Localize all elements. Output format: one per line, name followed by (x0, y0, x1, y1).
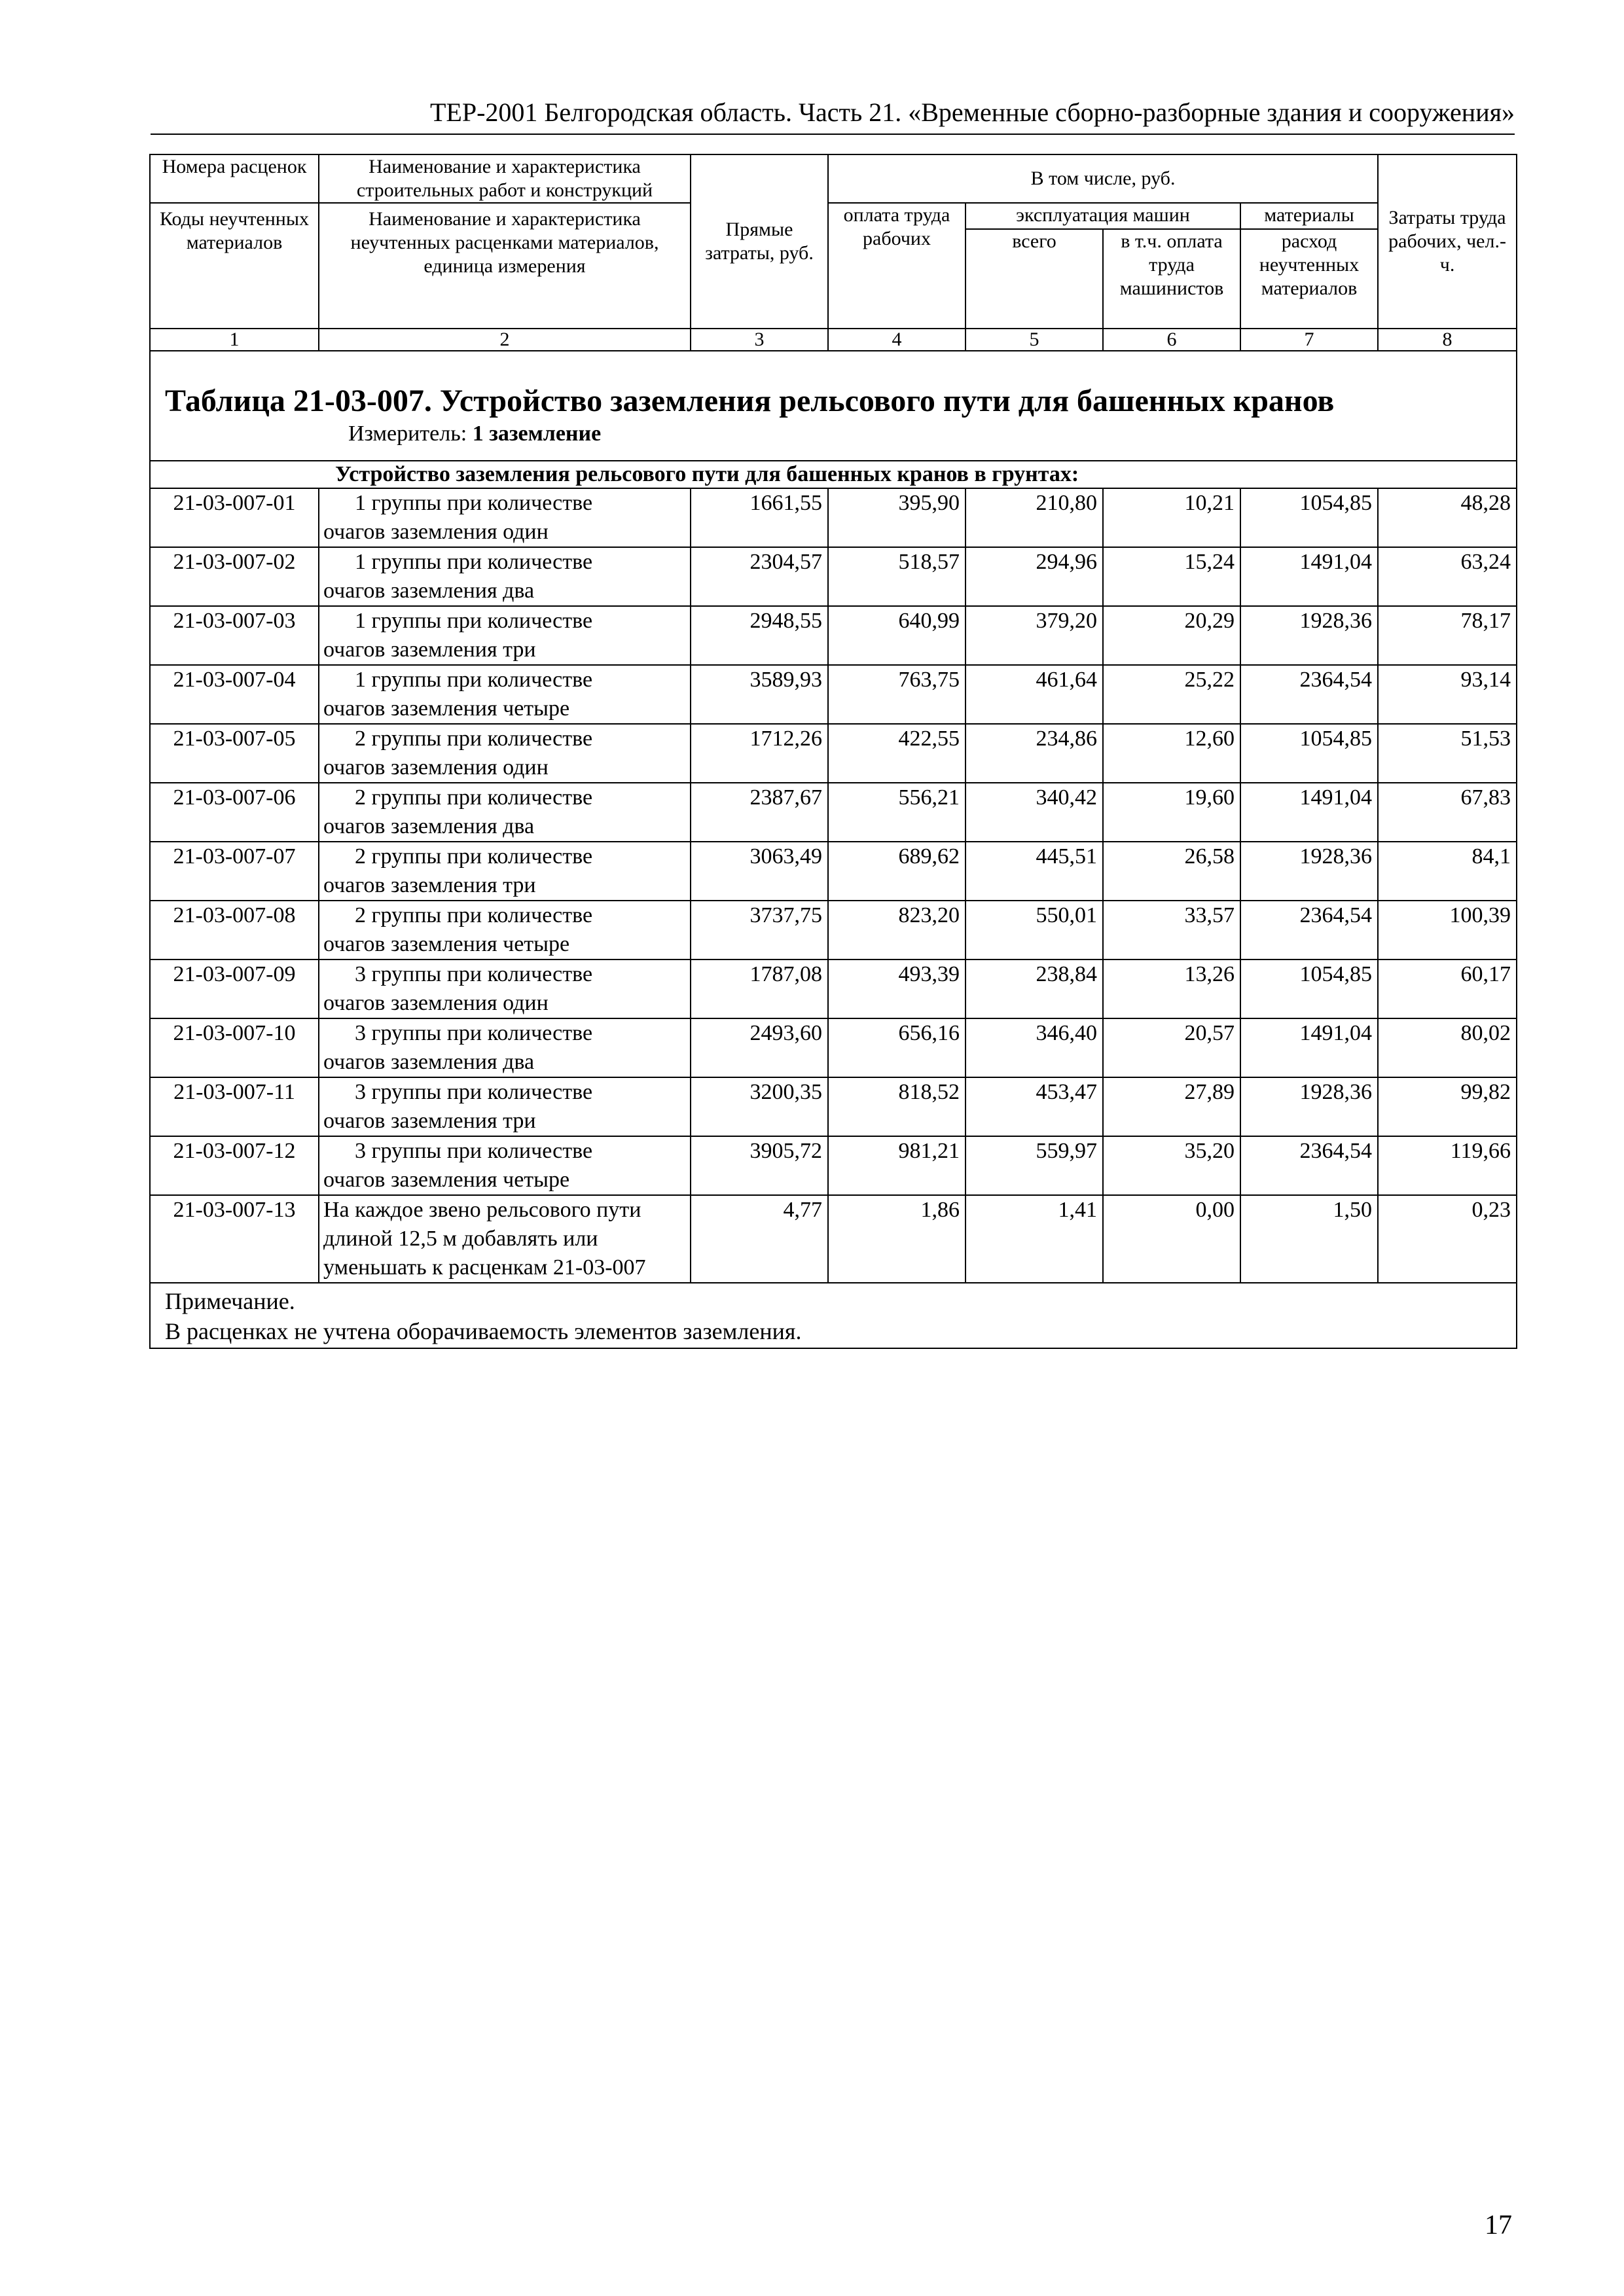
labor-hours: 99,82 (1378, 1077, 1517, 1136)
page-number: 17 (1485, 2210, 1512, 2240)
direct-costs: 3737,75 (691, 901, 828, 960)
table-row (150, 606, 1517, 665)
table-note (150, 1283, 1517, 1348)
worker-pay: 656,16 (828, 1018, 965, 1077)
table-row (150, 1077, 1517, 1136)
rate-name: 1 группы при количестве очагов заземления три (319, 606, 691, 665)
worker-pay: 689,62 (828, 842, 965, 901)
materials: 1491,04 (1240, 783, 1378, 842)
materials: 1054,85 (1240, 724, 1378, 783)
machines-total: 445,51 (965, 842, 1103, 901)
labor-hours: 51,53 (1378, 724, 1517, 783)
machines-total: 346,40 (965, 1018, 1103, 1077)
table-row (150, 842, 1517, 901)
direct-costs: 4,77 (691, 1195, 828, 1283)
machinist-pay: 10,21 (1103, 488, 1240, 547)
machinist-pay: 0,00 (1103, 1195, 1240, 1283)
worker-pay: 640,99 (828, 606, 965, 665)
rate-name: 2 группы при количестве очагов заземления три (319, 842, 691, 901)
rate-code: 21-03-007-05 (150, 724, 319, 783)
machinist-pay: 27,89 (1103, 1077, 1240, 1136)
direct-costs: 3905,72 (691, 1136, 828, 1195)
section-title: Устройство заземления рельсового пути для башенных кранов в грунтах: (150, 461, 1517, 488)
table-row (150, 724, 1517, 783)
header-material-name: Наименование и характеристика неучтенных расценками материалов, единица измерения (319, 203, 691, 329)
labor-hours: 100,39 (1378, 901, 1517, 960)
materials: 1054,85 (1240, 960, 1378, 1018)
materials: 2364,54 (1240, 665, 1378, 724)
worker-pay: 981,21 (828, 1136, 965, 1195)
header-worker-pay: оплата труда рабочих (828, 203, 965, 329)
machinist-pay: 33,57 (1103, 901, 1240, 960)
page-header-title: ТЕР-2001 Белгородская область. Часть 21. «Временные сборно-разборные здания и сооружения» (151, 97, 1515, 135)
column-number: 7 (1240, 329, 1378, 351)
direct-costs: 2304,57 (691, 547, 828, 606)
materials: 1491,04 (1240, 1018, 1378, 1077)
rate-code: 21-03-007-08 (150, 901, 319, 960)
machinist-pay: 26,58 (1103, 842, 1240, 901)
direct-costs: 2493,60 (691, 1018, 828, 1077)
column-number: 1 (150, 329, 319, 351)
direct-costs: 3589,93 (691, 665, 828, 724)
machines-total: 1,41 (965, 1195, 1103, 1283)
header-work-name: Наименование и характеристика строительных работ и конструкций (319, 154, 691, 203)
header-unaccounted-materials: расход неучтенных материалов (1240, 229, 1378, 329)
rate-name: 1 группы при количестве очагов заземления два (319, 547, 691, 606)
worker-pay: 493,39 (828, 960, 965, 1018)
direct-costs: 1661,55 (691, 488, 828, 547)
rate-name: 3 группы при количестве очагов заземления четыре (319, 1136, 691, 1195)
machines-total: 340,42 (965, 783, 1103, 842)
rates-table (149, 154, 1517, 1349)
table-row (150, 1195, 1517, 1283)
labor-hours: 48,28 (1378, 488, 1517, 547)
header-machines-total: всего (965, 229, 1103, 329)
materials: 1928,36 (1240, 606, 1378, 665)
labor-hours: 93,14 (1378, 665, 1517, 724)
rate-code: 21-03-007-12 (150, 1136, 319, 1195)
machines-total: 234,86 (965, 724, 1103, 783)
rate-name: 2 группы при количестве очагов заземления два (319, 783, 691, 842)
header-machinist-pay: в т.ч. оплата труда машинистов (1103, 229, 1240, 329)
rate-name: 2 группы при количестве очагов заземления четыре (319, 901, 691, 960)
labor-hours: 0,23 (1378, 1195, 1517, 1283)
column-number: 2 (319, 329, 691, 351)
table-row (150, 783, 1517, 842)
materials: 1054,85 (1240, 488, 1378, 547)
labor-hours: 67,83 (1378, 783, 1517, 842)
materials: 1491,04 (1240, 547, 1378, 606)
direct-costs: 3063,49 (691, 842, 828, 901)
machinist-pay: 20,57 (1103, 1018, 1240, 1077)
table-row (150, 1018, 1517, 1077)
meter-label: Измеритель: (348, 422, 467, 446)
table-row (150, 547, 1517, 606)
labor-hours: 80,02 (1378, 1018, 1517, 1077)
rate-code: 21-03-007-01 (150, 488, 319, 547)
direct-costs: 2387,67 (691, 783, 828, 842)
column-number: 6 (1103, 329, 1240, 351)
machines-total: 238,84 (965, 960, 1103, 1018)
worker-pay: 823,20 (828, 901, 965, 960)
direct-costs: 1787,08 (691, 960, 828, 1018)
worker-pay: 1,86 (828, 1195, 965, 1283)
header-including-group: В том числе, руб. (828, 154, 1378, 203)
worker-pay: 763,75 (828, 665, 965, 724)
machines-total: 294,96 (965, 547, 1103, 606)
rate-name: 1 группы при количестве очагов заземления один (319, 488, 691, 547)
header-labor-costs: Затраты труда рабочих, чел.-ч. (1378, 154, 1517, 329)
machinist-pay: 15,24 (1103, 547, 1240, 606)
materials: 1,50 (1240, 1195, 1378, 1283)
header-direct-costs: Прямые затраты, руб. (691, 154, 828, 329)
rate-name: 3 группы при количестве очагов заземления два (319, 1018, 691, 1077)
column-number: 8 (1378, 329, 1517, 351)
machines-total: 379,20 (965, 606, 1103, 665)
table-row (150, 901, 1517, 960)
column-number: 4 (828, 329, 965, 351)
table-row (150, 488, 1517, 547)
table-meter (165, 420, 1502, 448)
labor-hours: 60,17 (1378, 960, 1517, 1018)
direct-costs: 2948,55 (691, 606, 828, 665)
header-rate-numbers: Номера расценок (150, 154, 319, 203)
rate-code: 21-03-007-09 (150, 960, 319, 1018)
header-material-codes: Коды неучтенных материалов (150, 203, 319, 329)
materials: 1928,36 (1240, 842, 1378, 901)
rate-code: 21-03-007-03 (150, 606, 319, 665)
rate-name: На каждое звено рельсового пути длиной 12,5 м добавлять или уменьшать к расценкам 21-03-007 (319, 1195, 691, 1283)
column-number: 5 (965, 329, 1103, 351)
worker-pay: 422,55 (828, 724, 965, 783)
rate-name: 3 группы при количестве очагов заземления один (319, 960, 691, 1018)
note-title: Примечание. (165, 1288, 295, 1314)
machines-total: 210,80 (965, 488, 1103, 547)
labor-hours: 78,17 (1378, 606, 1517, 665)
worker-pay: 818,52 (828, 1077, 965, 1136)
rate-code: 21-03-007-11 (150, 1077, 319, 1136)
machinist-pay: 13,26 (1103, 960, 1240, 1018)
rate-code: 21-03-007-13 (150, 1195, 319, 1283)
labor-hours: 119,66 (1378, 1136, 1517, 1195)
rate-code: 21-03-007-04 (150, 665, 319, 724)
table-row (150, 665, 1517, 724)
table-row (150, 1136, 1517, 1195)
materials: 2364,54 (1240, 1136, 1378, 1195)
rate-name: 1 группы при количестве очагов заземления четыре (319, 665, 691, 724)
machines-total: 550,01 (965, 901, 1103, 960)
machinist-pay: 20,29 (1103, 606, 1240, 665)
table-title: Таблица 21-03-007. Устройство заземления рельсового пути для башенных кранов (165, 384, 1335, 418)
materials: 1928,36 (1240, 1077, 1378, 1136)
rate-code: 21-03-007-02 (150, 547, 319, 606)
meter-value: 1 заземление (472, 422, 602, 446)
machinist-pay: 35,20 (1103, 1136, 1240, 1195)
machines-total: 453,47 (965, 1077, 1103, 1136)
worker-pay: 518,57 (828, 547, 965, 606)
machines-total: 559,97 (965, 1136, 1103, 1195)
table-title-block (150, 351, 1517, 461)
table-row (150, 960, 1517, 1018)
labor-hours: 63,24 (1378, 547, 1517, 606)
direct-costs: 3200,35 (691, 1077, 828, 1136)
direct-costs: 1712,26 (691, 724, 828, 783)
materials: 2364,54 (1240, 901, 1378, 960)
rate-code: 21-03-007-10 (150, 1018, 319, 1077)
rate-name: 3 группы при количестве очагов заземления три (319, 1077, 691, 1136)
machinist-pay: 12,60 (1103, 724, 1240, 783)
rate-code: 21-03-007-06 (150, 783, 319, 842)
machinist-pay: 19,60 (1103, 783, 1240, 842)
machines-total: 461,64 (965, 665, 1103, 724)
worker-pay: 395,90 (828, 488, 965, 547)
rate-name: 2 группы при количестве очагов заземления один (319, 724, 691, 783)
note-text: В расценках не учтена оборачиваемость элементов заземления. (165, 1318, 802, 1344)
rate-code: 21-03-007-07 (150, 842, 319, 901)
labor-hours: 84,1 (1378, 842, 1517, 901)
column-number: 3 (691, 329, 828, 351)
machinist-pay: 25,22 (1103, 665, 1240, 724)
header-materials: материалы (1240, 203, 1378, 229)
worker-pay: 556,21 (828, 783, 965, 842)
header-machine-operation: эксплуатация машин (965, 203, 1240, 229)
